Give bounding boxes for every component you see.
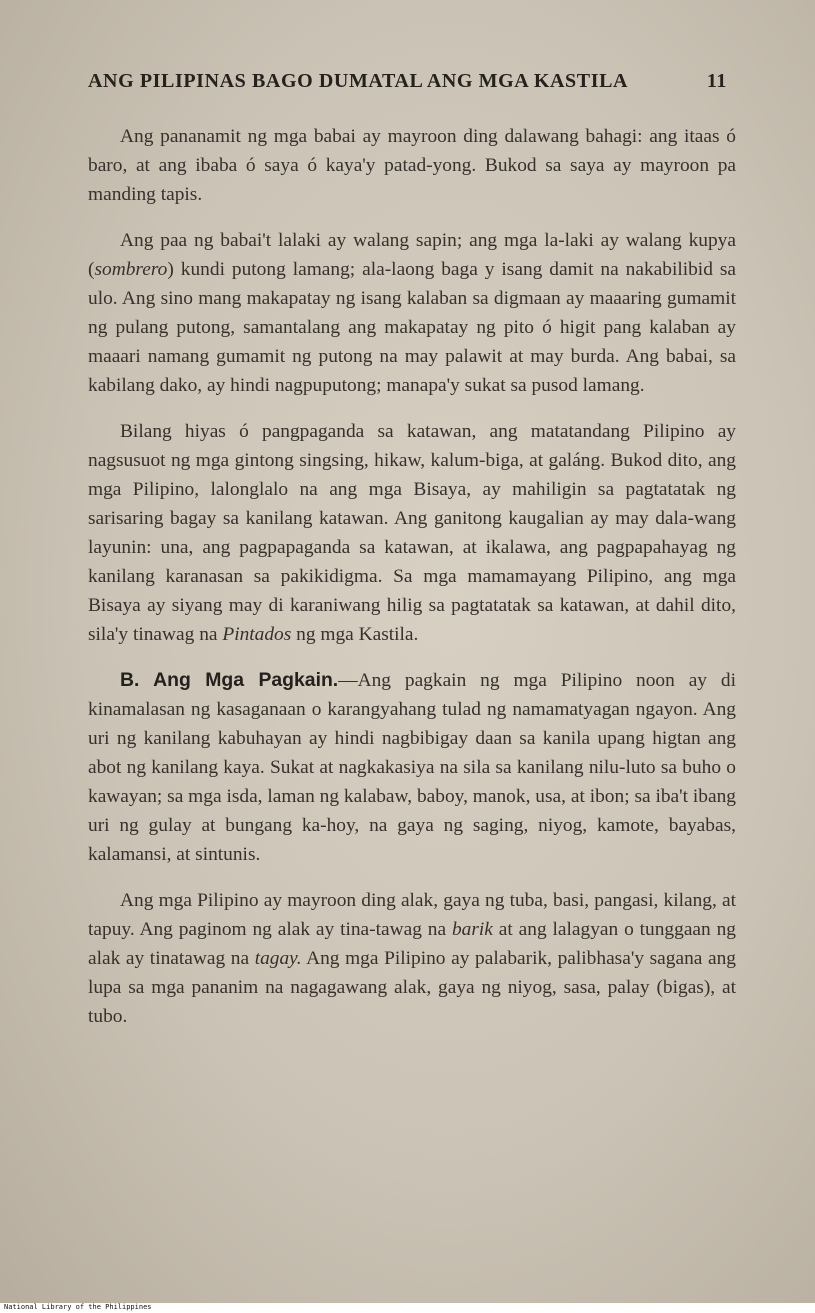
text-fragment: Ang paa ng babai't lalaki ay walang sapin; ang mga la-laki ay walang kupya ( (88, 230, 736, 280)
text-fragment: ng mga Kastila. (291, 624, 419, 645)
italic-term-sombrero: sombrero (94, 259, 168, 280)
text-fragment: —Ang pagkain ng mga Pilipino (338, 670, 637, 691)
library-credit: National Library of the Philippines (4, 1303, 152, 1311)
paragraph-ornaments (88, 417, 736, 649)
text-fragment: noon ay di kinamalasan ng kasaganaan o karangyahang tulad ng namamatyagan ngayon. Ang uri ng kanilang kabuhayan ay hindi nagbibigay daan sa kanila upang higtan ang abot ng kanilang kaya. Sukat at nagkakasiya na sila sa kanilang nilu-luto sa buho o kawayan; sa mga isda, laman ng kalabaw, baboy, manok, usa, at ibon; sa iba't ibang uri ng gulay at bungang ka-hoy, na gaya ng saging, niyog, kamote, bayabas, kalamansi, at sintunis. (88, 670, 736, 865)
paragraph-drinks (88, 886, 736, 1031)
page-body (88, 122, 736, 1048)
running-header (88, 70, 727, 93)
text-fragment: Bilang hiyas ó pangpaganda sa katawan, ang matatandang Pilipino ay nagsusuot ng mga gintong singsing, hikaw, kalum-biga, at galáng. Bukod dito, ang mga Pilipino, lalonglalo na ang mga Bisaya, ay mahiligin sa pagtatatak ng sarisaring bagay sa kanilang katawan. Ang ganitong kaugalian ay may dala-wang layunin: una, ang pagpapaganda sa katawan, at ikalawa, ang pagpapahayag ng kanilang karanasan sa pakikidigma. Sa mga mamamayang Pilipino, ang mga Bisaya ay siyang may di karaniwang hilig sa pagtatatak sa katawan, at dahil dito, sila'y tinawag na (88, 421, 736, 645)
text-fragment: Ang mga Pilipino ay mayroon ding alak, gaya ng tuba, basi, pangasi, kilang, at tapuy. Ang paginom ng alak ay tina-tawag na (88, 890, 736, 940)
paragraph-clothing: Ang pananamit ng mga babai ay mayroon ding dalawang bahagi: ang itaas ó baro, at ang ibaba ó saya ó kaya'y patad-yong. Bukod sa saya ay mayroon pa manding tapis. (88, 126, 736, 205)
italic-term-tagay: tagay. (254, 948, 302, 969)
section-heading: B. Ang Mga Pagkain. (120, 669, 339, 691)
paragraph-food (88, 666, 736, 869)
italic-term-barik: barik (451, 919, 493, 940)
text-fragment: Ang mga Pilipino ay palabarik, palibhasa'y sagana ang lupa sa mga pananim na nagagawang alak, gaya ng niyog, sasa, palay (bigas), at tubo. (88, 948, 736, 1027)
text-fragment: ) kundi putong lamang; ala-laong baga y isang damit na nakabilibid sa ulo. Ang sino mang makapatay ng isang kalaban sa digmaan ay maaaring gumamit ng pulang putong, samantalang ang makapatay ng pito ó higit pang kalaban ay maaari namang gumamit ng putong na may palawit at may burda. Ang babai, sa kabilang dako, ay hindi nagpuputong; manapa'y sukat sa pusod lamang. (88, 259, 736, 396)
page-number: 11 (706, 70, 727, 92)
running-title: ANG PILIPINAS BAGO DUMATAL ANG MGA KASTILA (88, 70, 629, 92)
italic-term-pintados: Pintados (222, 624, 292, 645)
paragraph-headwear (88, 226, 736, 400)
text-fragment: at ang lalagyan o tunggaan ng alak ay tinatawag na (88, 919, 736, 969)
